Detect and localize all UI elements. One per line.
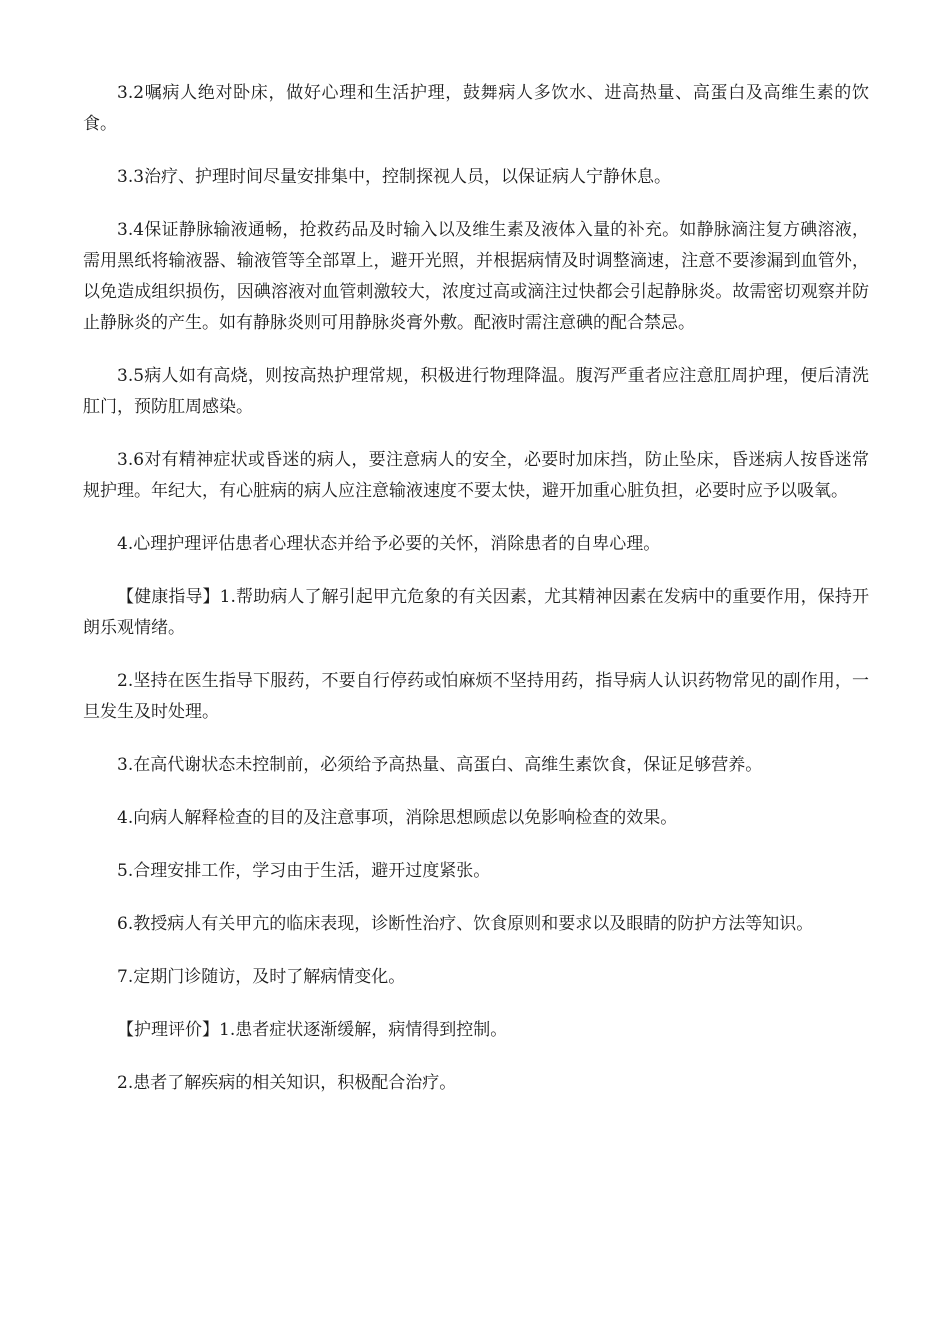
paragraph-4-psych-care: 4.心理护理评估患者心理状态并给予必要的关怀，消除患者的自卑心理。 bbox=[117, 534, 661, 554]
paragraph-health-guidance-5: 5.合理安排工作，学习由于生活，避开过度紧张。 bbox=[117, 861, 491, 881]
document-body bbox=[83, 78, 869, 1121]
paragraph-health-guidance-1: 【健康指导】1.帮助病人了解引起甲亢危象的有关因素，尤其精神因素在发病中的重要作用，保持开朗乐观情绪。 bbox=[83, 587, 869, 638]
paragraph-health-guidance-7: 7.定期门诊随访，及时了解病情变化。 bbox=[117, 967, 406, 987]
paragraph-nursing-evaluation-2: 2.患者了解疾病的相关知识，积极配合治疗。 bbox=[117, 1073, 457, 1093]
paragraph-3-6: 3.6对有精神症状或昏迷的病人，要注意病人的安全，必要时加床挡，防止坠床，昏迷病人按昏迷常规护理。年纪大，有心脏病的病人应注意输液速度不要太快，避开加重心脏负担，必要时应予以吸氧。 bbox=[83, 450, 869, 501]
paragraph-3-5: 3.5病人如有高烧，则按高热护理常规，积极进行物理降温。腹泻严重者应注意肛周护理，便后清洗肛门，预防肛周感染。 bbox=[83, 366, 869, 417]
paragraph-health-guidance-6: 6.教授病人有关甲亢的临床表现，诊断性治疗、饮食原则和要求以及眼睛的防护方法等知识。 bbox=[117, 914, 814, 934]
paragraph-3-2: 3.2嘱病人绝对卧床，做好心理和生活护理，鼓舞病人多饮水、进高热量、高蛋白及高维生素的饮食。 bbox=[83, 83, 869, 134]
paragraph-health-guidance-2: 2.坚持在医生指导下服药，不要自行停药或怕麻烦不坚持用药，指导病人认识药物常见的副作用，一旦发生及时处理。 bbox=[83, 671, 869, 722]
paragraph-nursing-evaluation-1: 【护理评价】1.患者症状逐渐缓解，病情得到控制。 bbox=[117, 1020, 508, 1040]
paragraph-health-guidance-3: 3.在高代谢状态未控制前，必须给予高热量、高蛋白、高维生素饮食，保证足够营养。 bbox=[117, 755, 763, 775]
paragraph-3-4: 3.4保证静脉输液通畅，抢救药品及时输入以及维生素及液体入量的补充。如静脉滴注复方碘溶液，需用黑纸将输液器、输液管等全部罩上，避开光照，并根据病情及时调整滴速，注意不要渗漏到血管外，以免造成组织损伤，因碘溶液对血管刺激较大，浓度过高或滴注过快都会引起静脉炎。故需密切观察并防止静脉炎的产生。如有静脉炎则可用静脉炎膏外敷。配液时需注意碘的配合禁忌。 bbox=[83, 220, 869, 333]
paragraph-health-guidance-4: 4.向病人解释检查的目的及注意事项，消除思想顾虑以免影响检查的效果。 bbox=[117, 808, 678, 828]
paragraph-3-3: 3.3治疗、护理时间尽量安排集中，控制探视人员，以保证病人宁静休息。 bbox=[117, 167, 672, 187]
